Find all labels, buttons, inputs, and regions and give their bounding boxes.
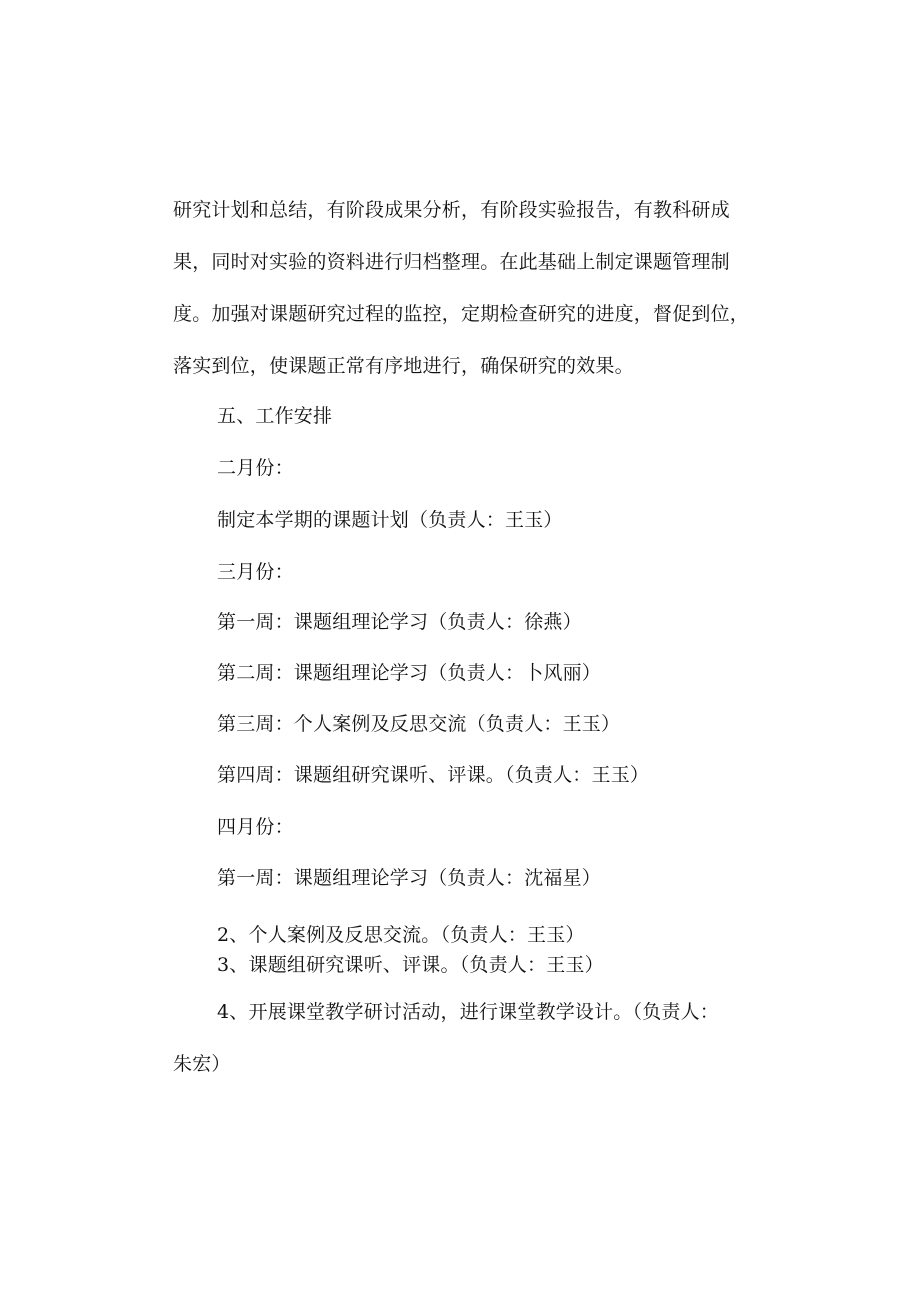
section-heading: 五、工作安排 bbox=[217, 405, 333, 427]
february-item-1: 制定本学期的课题计划（负责人：王玉） bbox=[217, 509, 563, 531]
march-item-week-3: 第三周：个人案例及反思交流（负责人：王玉） bbox=[217, 713, 621, 735]
paragraph-line-2: 果，同时对实验的资料进行归档整理。在此基础上制定课题管理制 bbox=[173, 251, 730, 273]
april-item-3: 3、课题组研究课听、评课。（负责人：王玉） bbox=[217, 954, 604, 976]
april-title: 四月份： bbox=[217, 816, 294, 838]
march-title: 三月份： bbox=[217, 561, 294, 583]
paragraph-line-4: 落实到位，使课题正常有序地进行，确保研究的效果。 bbox=[173, 355, 634, 377]
april-item-4-line-1: 4、开展课堂教学研讨活动，进行课堂教学设计。（负责人： bbox=[217, 1001, 719, 1023]
april-item-2: 2、个人案例及反思交流。（负责人：王玉） bbox=[217, 924, 585, 946]
paragraph-line-3: 度。加强对课题研究过程的监控，定期检查研究的进度，督促到位， bbox=[173, 303, 750, 325]
april-item-4-line-2: 朱宏） bbox=[173, 1053, 231, 1075]
march-item-week-2: 第二周：课题组理论学习（负责人：卜风丽） bbox=[217, 662, 602, 684]
march-item-week-4: 第四周：课题组研究课听、评课。（负责人：王玉） bbox=[217, 764, 650, 786]
march-item-week-1: 第一周：课题组理论学习（负责人：徐燕） bbox=[217, 611, 582, 633]
april-item-week-1: 第一周：课题组理论学习（负责人：沈福星） bbox=[217, 867, 602, 889]
february-title: 二月份： bbox=[217, 457, 294, 479]
paragraph-line-1: 研究计划和总结，有阶段成果分析，有阶段实验报告，有教科研成 bbox=[173, 199, 730, 221]
